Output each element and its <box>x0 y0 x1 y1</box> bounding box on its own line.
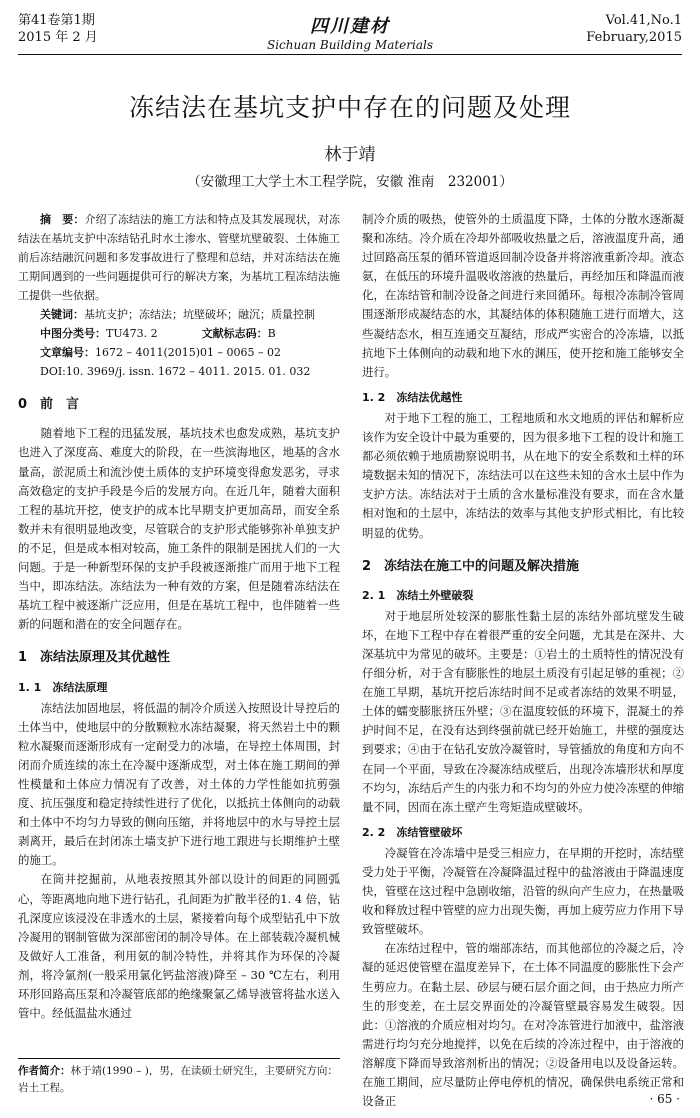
classification <box>18 324 340 343</box>
journal-masthead <box>18 12 682 52</box>
article-number <box>18 343 340 362</box>
clc-value: TU473. 2 <box>106 327 158 340</box>
subsection-heading-1-2 <box>362 388 684 407</box>
subsection-title: 2. 2 冻结管壁破坏 <box>362 825 463 839</box>
article-number-label: 文章编号： <box>40 346 95 360</box>
issue-date-en: February,2015 <box>586 30 682 45</box>
paper-title: 冻结法在基坑支护中存在的问题及处理 <box>128 93 571 122</box>
principle-paragraph-1: 冻结法加固地层，将低温的制冷介质送入按照设计导控后的土体当中，使地层中的分散颗粒水冻结凝聚，将天然岩土中的颗粒水凝聚而逐渐形成有一定耐受力的冰墙，在导控土体周围，封闭而介质连续的冻土在冷凝中逐渐成型，对土体在施工期间的弹性模量和土体应力情况有了改善，对土体的力学性能如抗剪强度、抗压强度和稳定持续性进行了优化，以抵抗土体侧向的动载和土体中不均匀力导致的侧向压缩，并将地层中的水与导控土层剥离开，最后在封闭冻土墙支护下进行地工跟进与长期维护土壁的施工。 <box>18 700 340 868</box>
subsection-title: 1. 2 冻结法优越性 <box>362 390 463 404</box>
journal-subtitle: Sichuan Building Materials <box>267 38 433 52</box>
section-heading-1: 1 冻结法原理及其优越性 <box>18 650 171 666</box>
clc-label: 中图分类号： <box>40 327 106 340</box>
section-heading-2: 2 冻结法在施工中的问题及解决措施 <box>362 558 580 574</box>
issue-info-en <box>586 12 682 46</box>
footnote-text: 林于靖(1990 – )，男，在读硕士研究生，主要研究方向：岩土工程。 <box>18 1065 338 1094</box>
journal-logo: 四川建材 <box>310 16 390 37</box>
pipe-damage-paragraph-1: 冷凝管在冷冻墙中是受三相应力，在早期的开挖时，冻结壁受力处于平衡，冷凝管在冷凝降温过程中的盐溶液由于降温速度快，管壁在这过程中急剧收缩，沿管的纵向产生应力，在热量吸收和释放过程中管壁的应力出现失衡，再加上疲劳应力作用下导致管壁破坏。 <box>362 845 684 937</box>
volume-issue-en: Vol.41,No.1 <box>605 13 682 28</box>
principle-paragraph-3: 制冷介质的吸热，使管外的土质温度下降，土体的分散水逐渐凝聚和冻结。冷介质在冷却外部吸收热量之后，溶液温度升高，通过回路高压泵的循环管道返回制冷设备并将溶液重新冷却。液态氨，在低压的环境升温吸收溶液的热量后，再经加压和降温而液化，在冻结管和制冷设备之间进行来回循环。每根冷冻制冷管周围逐渐形成凝结态的水，其凝结体的体积随施工进行而增大，这些凝结态水，相互连通交互凝结，形成严实密合的冷冻墙，以抵抗地下土体侧向的动载和地下水的渊压，使开挖和施工能够安全进行。 <box>362 212 684 379</box>
subsection-title: 2. 1 冻结土外壁破裂 <box>362 588 474 602</box>
subsection-heading-2-2 <box>362 823 684 842</box>
keywords <box>18 305 340 324</box>
doi: DOI:10. 3969/j. issn. 1672 – 4011. 2015. 01. 032 <box>40 365 311 379</box>
doc-code-label: 文献标志码： <box>201 327 268 340</box>
author: 林于靖 <box>324 145 376 165</box>
abstract-text: 介绍了冻结法的施工方法和特点及其发展现状，对冻结法在基坑支护中冻结钻孔时水土渗水、管壁坑壁破裂、土体施工前后冻结融沉问题和多发事故进行了整理和总结，并对冻结法在施工期间遇到的一些问题提供可行的解决方案，为基坑工程冻结法施工提供一些依据。 <box>18 213 341 302</box>
volume-issue: 第41卷第1期 <box>18 13 95 28</box>
issue-date: 2015 年 2 月 <box>18 30 98 45</box>
principle-paragraph-2: 在筒井挖掘前，从地表按照其外部以设计的间距的同圆弧心，等距离地向地下进行钻孔，孔间距为扩散半径的1. 4 倍，钻孔深度应该浸没在非透水的土层，紧接着向每个成型钻孔中下放冷凝用的钢制管做为深部密闭的制冷导体。在上部装载冷凝机械及做好人工准备，利用氨的制冷特性，并将其作为环保的冷凝剂，将冷氯剂(一般采用氯化钙盐溶液)降至 – 30 ℃左右，利用环形回路高压泵和冷凝管底部的绝缘聚氯乙烯导液管将盐水送入管中。经低温盐水通过 <box>18 872 340 1021</box>
keywords-text: 基坑支护；冻结法；坑壁破坏；融沉；质量控制 <box>84 308 315 321</box>
section-heading-0: 0 前 言 <box>18 397 80 413</box>
abstract <box>18 210 340 305</box>
intro-paragraph: 随着地下工程的迅猛发展，基坑技术也愈发成熟，基坑支护也进入了深度高、难度大的阶段，在一些滨海地区，地基的含水量高，淤泥质土和流沙使土质体的支护环境变得愈发恶劣，寻求高效稳定的支护手段是今后的发展方向。在近几年，随着大面积工程的基坑开挖，使支护的成本比早期支护更加高昂，而安全系数并未有很明显地改变，尽管联合的支护形式能够弥补单独支护的不足，但是成本相对较高，施工条件的限制是困扰人们的一大问题。于是一种新型环保的支护手段被逐渐推广而用于地下工程当中，即冻结法。冻结法为一种有效的方案，但是随着冻结法在基坑工程中被逐渐广泛应用，但是在基坑工程中，也伴随着一些新的问题和潜在的安全问题存在。 <box>18 426 340 632</box>
running-header <box>18 12 682 56</box>
left-column <box>18 210 340 1023</box>
header-rule <box>18 54 682 55</box>
article-number-value: 1672 – 4011(2015)01 – 0065 – 02 <box>95 346 282 360</box>
wall-rupture-paragraph: 对于地层所处较深的膨胀性黏土层的冻结外部坑壁发生破坏，在地下工程中存在着很严重的安全问题，尤其是在深井、大深基坑中为常见的破坏。主要是：①岩土的土质特性的情况没有仔细分析，对于含有膨胀性的地层土质没有引起足够的重视；②在施工早期，基坑开挖后冻结时间不足或者冻结的效果不明显，土体的蠕变膨胀挤压外壁；③在温度较低的环境下，混凝土的养护时间不足，在没有达到终强前就已经开始施工，井壁的强度达到要求；④由于在钻孔安放冷凝管时，导管插放的角度和方向不在同一个平面，导致在冷凝冻结成壁后，出现冷冻墙形状和厚度不均匀，冻结后产生的内张力和不均匀的外应力使冷冻壁的伸缩量不同，因而在冻土壁产生弯矩造成壁破坏。 <box>362 608 684 814</box>
author-footnote <box>18 1058 340 1097</box>
affiliation: （安徽理工大学土木工程学院，安徽 淮南 232001） <box>187 174 513 190</box>
abstract-label: 摘 要： <box>40 213 85 226</box>
keywords-label: 关键词： <box>40 308 84 321</box>
subsection-heading-2-1 <box>362 586 684 605</box>
subsection-heading-1-1 <box>18 678 340 697</box>
advantage-paragraph: 对于地下工程的施工，工程地质和水文地质的评估和解析应该作为安全设计中最为重要的，因为很多地下工程的设计和施工都必须依赖于地质勘察说明书，从在地下的安全系数和土样的环境数据未知的情况下，冻结法可以在这些未知的含水土层中作为支护方法。冻结法对于土质的含水量标准没有要求，而在含水量相对饱和的土层中，冻结法的效率与其他支护形式相比，有比较明显的优势。 <box>362 410 684 540</box>
subsection-title: 1. 1 冻结法原理 <box>18 680 108 694</box>
right-column <box>362 210 684 1111</box>
page-number: · 65 · <box>649 1092 680 1106</box>
footnote-label: 作者简介： <box>18 1065 71 1077</box>
doc-code-value: B <box>267 327 276 340</box>
pipe-damage-paragraph-2: 在冻结过程中，管的端部冻结，而其他部位的冷凝之后，冷凝的延迟使管壁在温度差异下，在土体不同温度的膨胀性下会产生剪应力。在黏土层、砂层与硬石层介面之间，由于热应力所产生的形变差，在土层交界面处的冷凝管壁最容易发生破裂。因此：①溶液的介质应相对均匀。在对冷冻管进行加液中，盐溶液需进行均匀充分地搅拌，以免在后续的冷冻过程中，由于溶液的溶解度下降而导致溶剂析出的情况；②设备用电以及设备运转。在施工期间，应尽量防止停电停机的情况，确保供电系统正常和设备正 <box>362 941 684 1109</box>
